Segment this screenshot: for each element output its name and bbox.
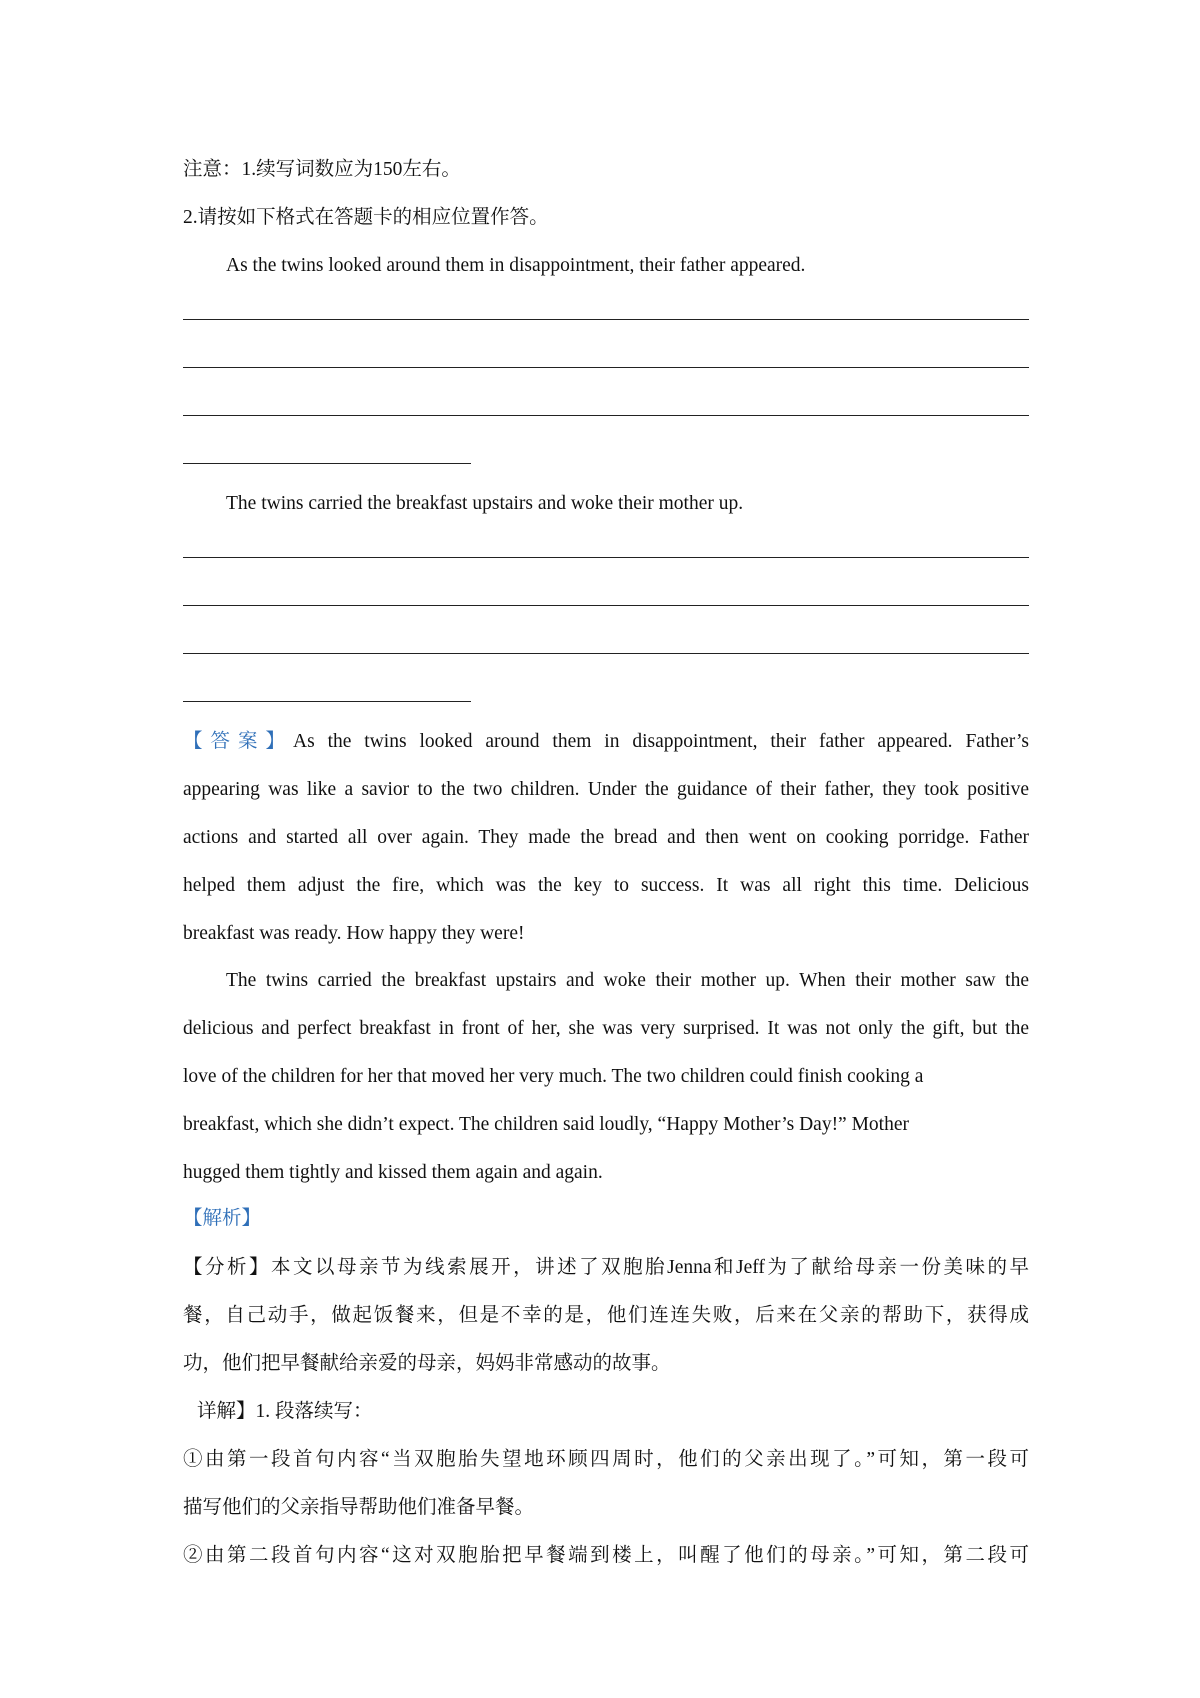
answer-line [183, 605, 1029, 606]
analysis-summary-line-1: 【分析】本文以母亲节为线索展开，讲述了双胞胎Jenna和Jeff为了献给母亲一份美味的早 [183, 1257, 1029, 1278]
answer-tag: 【答案】 [183, 731, 294, 752]
analysis-summary-line-3: 功，他们把早餐献给亲爱的母亲，妈妈非常感动的故事。 [183, 1353, 671, 1374]
prompt-sentence-2: The twins carried the breakfast upstairs and woke their mother up. [226, 493, 744, 514]
prompt-sentence-1: As the twins looked around them in disappointment, their father appeared. [226, 255, 806, 276]
analysis-heading: 【解析】 [183, 1208, 262, 1229]
answer-line [183, 557, 1029, 558]
instruction-note-2: 2.请按如下格式在答题卡的相应位置作答。 [183, 207, 549, 228]
answer-paragraph-2-line-5: hugged them tightly and kissed them again and again. [183, 1162, 603, 1183]
answer-line-short [183, 463, 471, 464]
answer-paragraph-2-line-4: breakfast, which she didn’t expect. The children said loudly, “Happy Mother’s Day!” Mother [183, 1114, 909, 1135]
answer-paragraph-1-line-4: helped them adjust the fire, which was the key to success. It was all right this time. Delicious [183, 875, 1029, 896]
detail-item-2-line-1: ②由第二段首句内容“这对双胞胎把早餐端到楼上，叫醒了他们的母亲。”可知，第二段可 [183, 1545, 1029, 1566]
answer-line [183, 367, 1029, 368]
answer-paragraph-1-line-2: appearing was like a savior to the two children. Under the guidance of their father, they took positive [183, 779, 1029, 800]
detail-item-1-line-1: ①由第一段首句内容“当双胞胎失望地环顾四周时，他们的父亲出现了。”可知，第一段可 [183, 1449, 1029, 1470]
answer-paragraph-2-line-2: delicious and perfect breakfast in front of her, she was very surprised. It was not only the gift, but the [183, 1018, 1029, 1039]
answer-paragraph-1-line-3: actions and started all over again. They made the bread and then went on cooking porridge. Father [183, 827, 1029, 848]
answer-paragraph-2-line-1: The twins carried the breakfast upstairs and woke their mother up. When their mother saw the [226, 970, 1029, 991]
answer-line [183, 319, 1029, 320]
detail-heading: 详解】1. 段落续写： [197, 1401, 373, 1422]
answer-paragraph-1-line-1: 【答案】As the twins looked around them in disappointment, their father appeared. Father’s [183, 731, 1029, 752]
answer-line-short [183, 701, 471, 702]
detail-item-1-line-2: 描写他们的父亲指导帮助他们准备早餐。 [183, 1497, 535, 1518]
analysis-summary-line-2: 餐，自己动手，做起饭餐来，但是不幸的是，他们连连失败，后来在父亲的帮助下，获得成 [183, 1305, 1029, 1326]
answer-paragraph-1-line-5: breakfast was ready. How happy they were! [183, 923, 525, 944]
instruction-note-1: 注意：1.续写词数应为150左右。 [183, 159, 461, 180]
answer-paragraph-2-line-3: love of the children for her that moved her very much. The two children could finish cooking a [183, 1066, 924, 1087]
answer-line [183, 653, 1029, 654]
answer-line [183, 415, 1029, 416]
